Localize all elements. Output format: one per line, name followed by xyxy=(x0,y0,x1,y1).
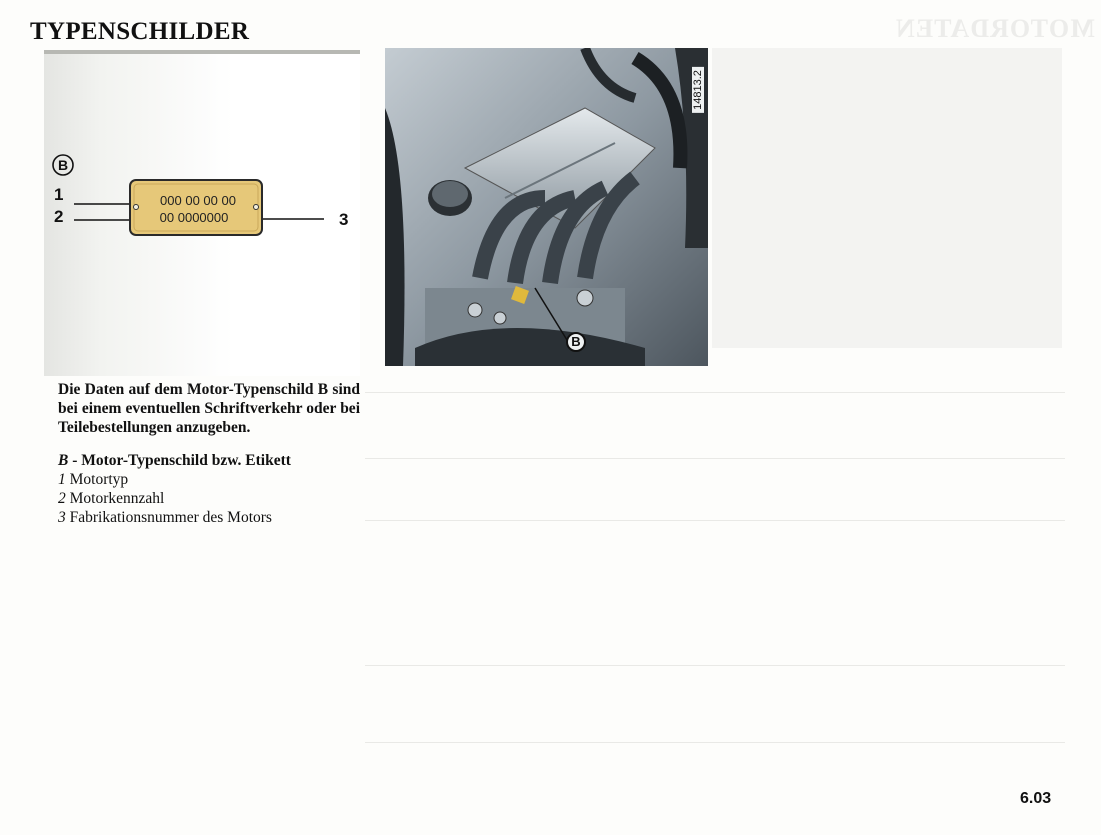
list-item-number: 3 xyxy=(58,509,66,526)
list-item-text: Fabrikationsnummer des Motors xyxy=(69,509,272,526)
plate-rivet-right-icon xyxy=(254,205,259,210)
plate-line-2: 00 0000000 xyxy=(159,210,229,225)
bleed-through-rule xyxy=(365,665,1065,666)
callout-3: 3 xyxy=(339,210,349,229)
bleed-through-panel xyxy=(712,48,1062,348)
list-item-number: 2 xyxy=(58,490,66,507)
intro-paragraph: Die Daten auf dem Motor-Typenschild B sind bei einem eventuellen Schriftverkehr oder bei Teilebestellungen anzugeben. xyxy=(58,381,360,436)
bleed-through-rule xyxy=(365,458,1065,459)
callout-2: 2 xyxy=(54,207,64,226)
list-item-text: Motortyp xyxy=(69,471,129,488)
diagram-marker-letter: B xyxy=(57,157,69,173)
list-item xyxy=(58,508,360,527)
page-title: TYPENSCHILDER xyxy=(30,18,250,45)
page-number: 6.03 xyxy=(1020,790,1052,807)
list-item-number: 1 xyxy=(58,471,66,488)
photo-reference-code: 14813.2 xyxy=(692,67,704,113)
list-item xyxy=(58,489,360,508)
bleed-through-title: MOTORDATEN xyxy=(895,14,1095,43)
caption-text: - Motor-Typenschild bzw. Etikett xyxy=(72,452,291,469)
engine-compartment-photo xyxy=(385,48,708,366)
plate-line-1: 000 00 00 00 xyxy=(160,193,236,208)
body-text xyxy=(58,380,360,527)
photo-marker-b-icon xyxy=(566,332,586,352)
bleed-through-rule xyxy=(365,742,1065,743)
engine-photo-illustration xyxy=(385,48,708,366)
type-plate-diagram-panel xyxy=(44,50,360,376)
list-item xyxy=(58,470,360,489)
bleed-through-rule xyxy=(365,520,1065,521)
bleed-through-rule xyxy=(365,392,1065,393)
caption xyxy=(58,451,360,470)
callout-1: 1 xyxy=(54,185,64,204)
list-item-text: Motorkennzahl xyxy=(69,490,165,507)
photo-marker-letter: B xyxy=(571,334,581,349)
type-plate-diagram xyxy=(44,54,360,376)
caption-letter: B xyxy=(58,452,69,469)
plate-rivet-left-icon xyxy=(134,205,139,210)
